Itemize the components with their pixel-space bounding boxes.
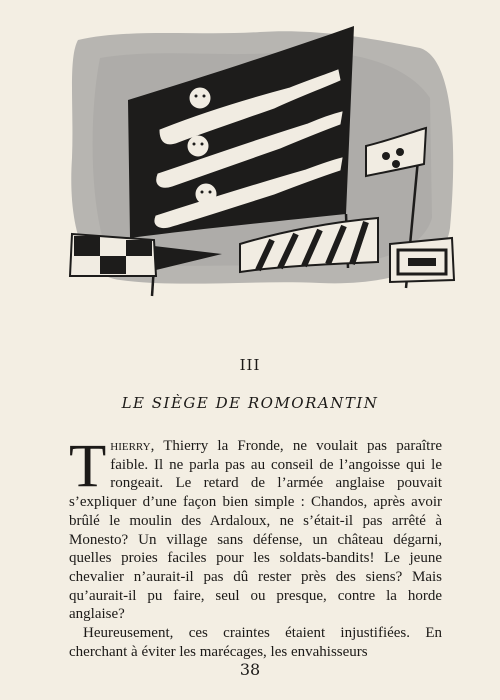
checkered-flag-icon	[70, 234, 156, 276]
first-word-rest: hierry	[110, 438, 151, 454]
drop-cap: T	[69, 433, 107, 500]
paragraph-1-text: , Thierry la Fronde, ne voulait pas paraître faible. Il ne parla pas au conseil de l’angoisse qui le rongeait. Le retard de l’armée anglaise pouvait s’expliquer d’une façon bien simple : Chandos, après avoir brûlé le moulin des Ardaloux, ne s’était-il pas arrêté à Monesto? Un village sans défense, un château dégarni, quelles proies faciles pour les soldats-bandits! Le jeune chevalier n’aurait-il pas dû rester près des siens? Mais qu’aurait-il pu faire, seul ou presque, contre la horde anglaise?	[69, 438, 442, 623]
chapter-number: III	[239, 356, 261, 374]
chapter-title: LE SIÈGE DE ROMORANTIN	[121, 394, 379, 412]
paragraph-2: Heureusement, ces craintes étaient injustifiées. En cherchant à éviter les marécages, les envahisseurs	[69, 625, 442, 660]
paragraph-1	[69, 433, 442, 624]
illustration-banners	[60, 18, 460, 298]
page-number: 38	[239, 660, 261, 679]
bordered-flag-icon	[390, 238, 454, 282]
body-text	[69, 433, 442, 661]
